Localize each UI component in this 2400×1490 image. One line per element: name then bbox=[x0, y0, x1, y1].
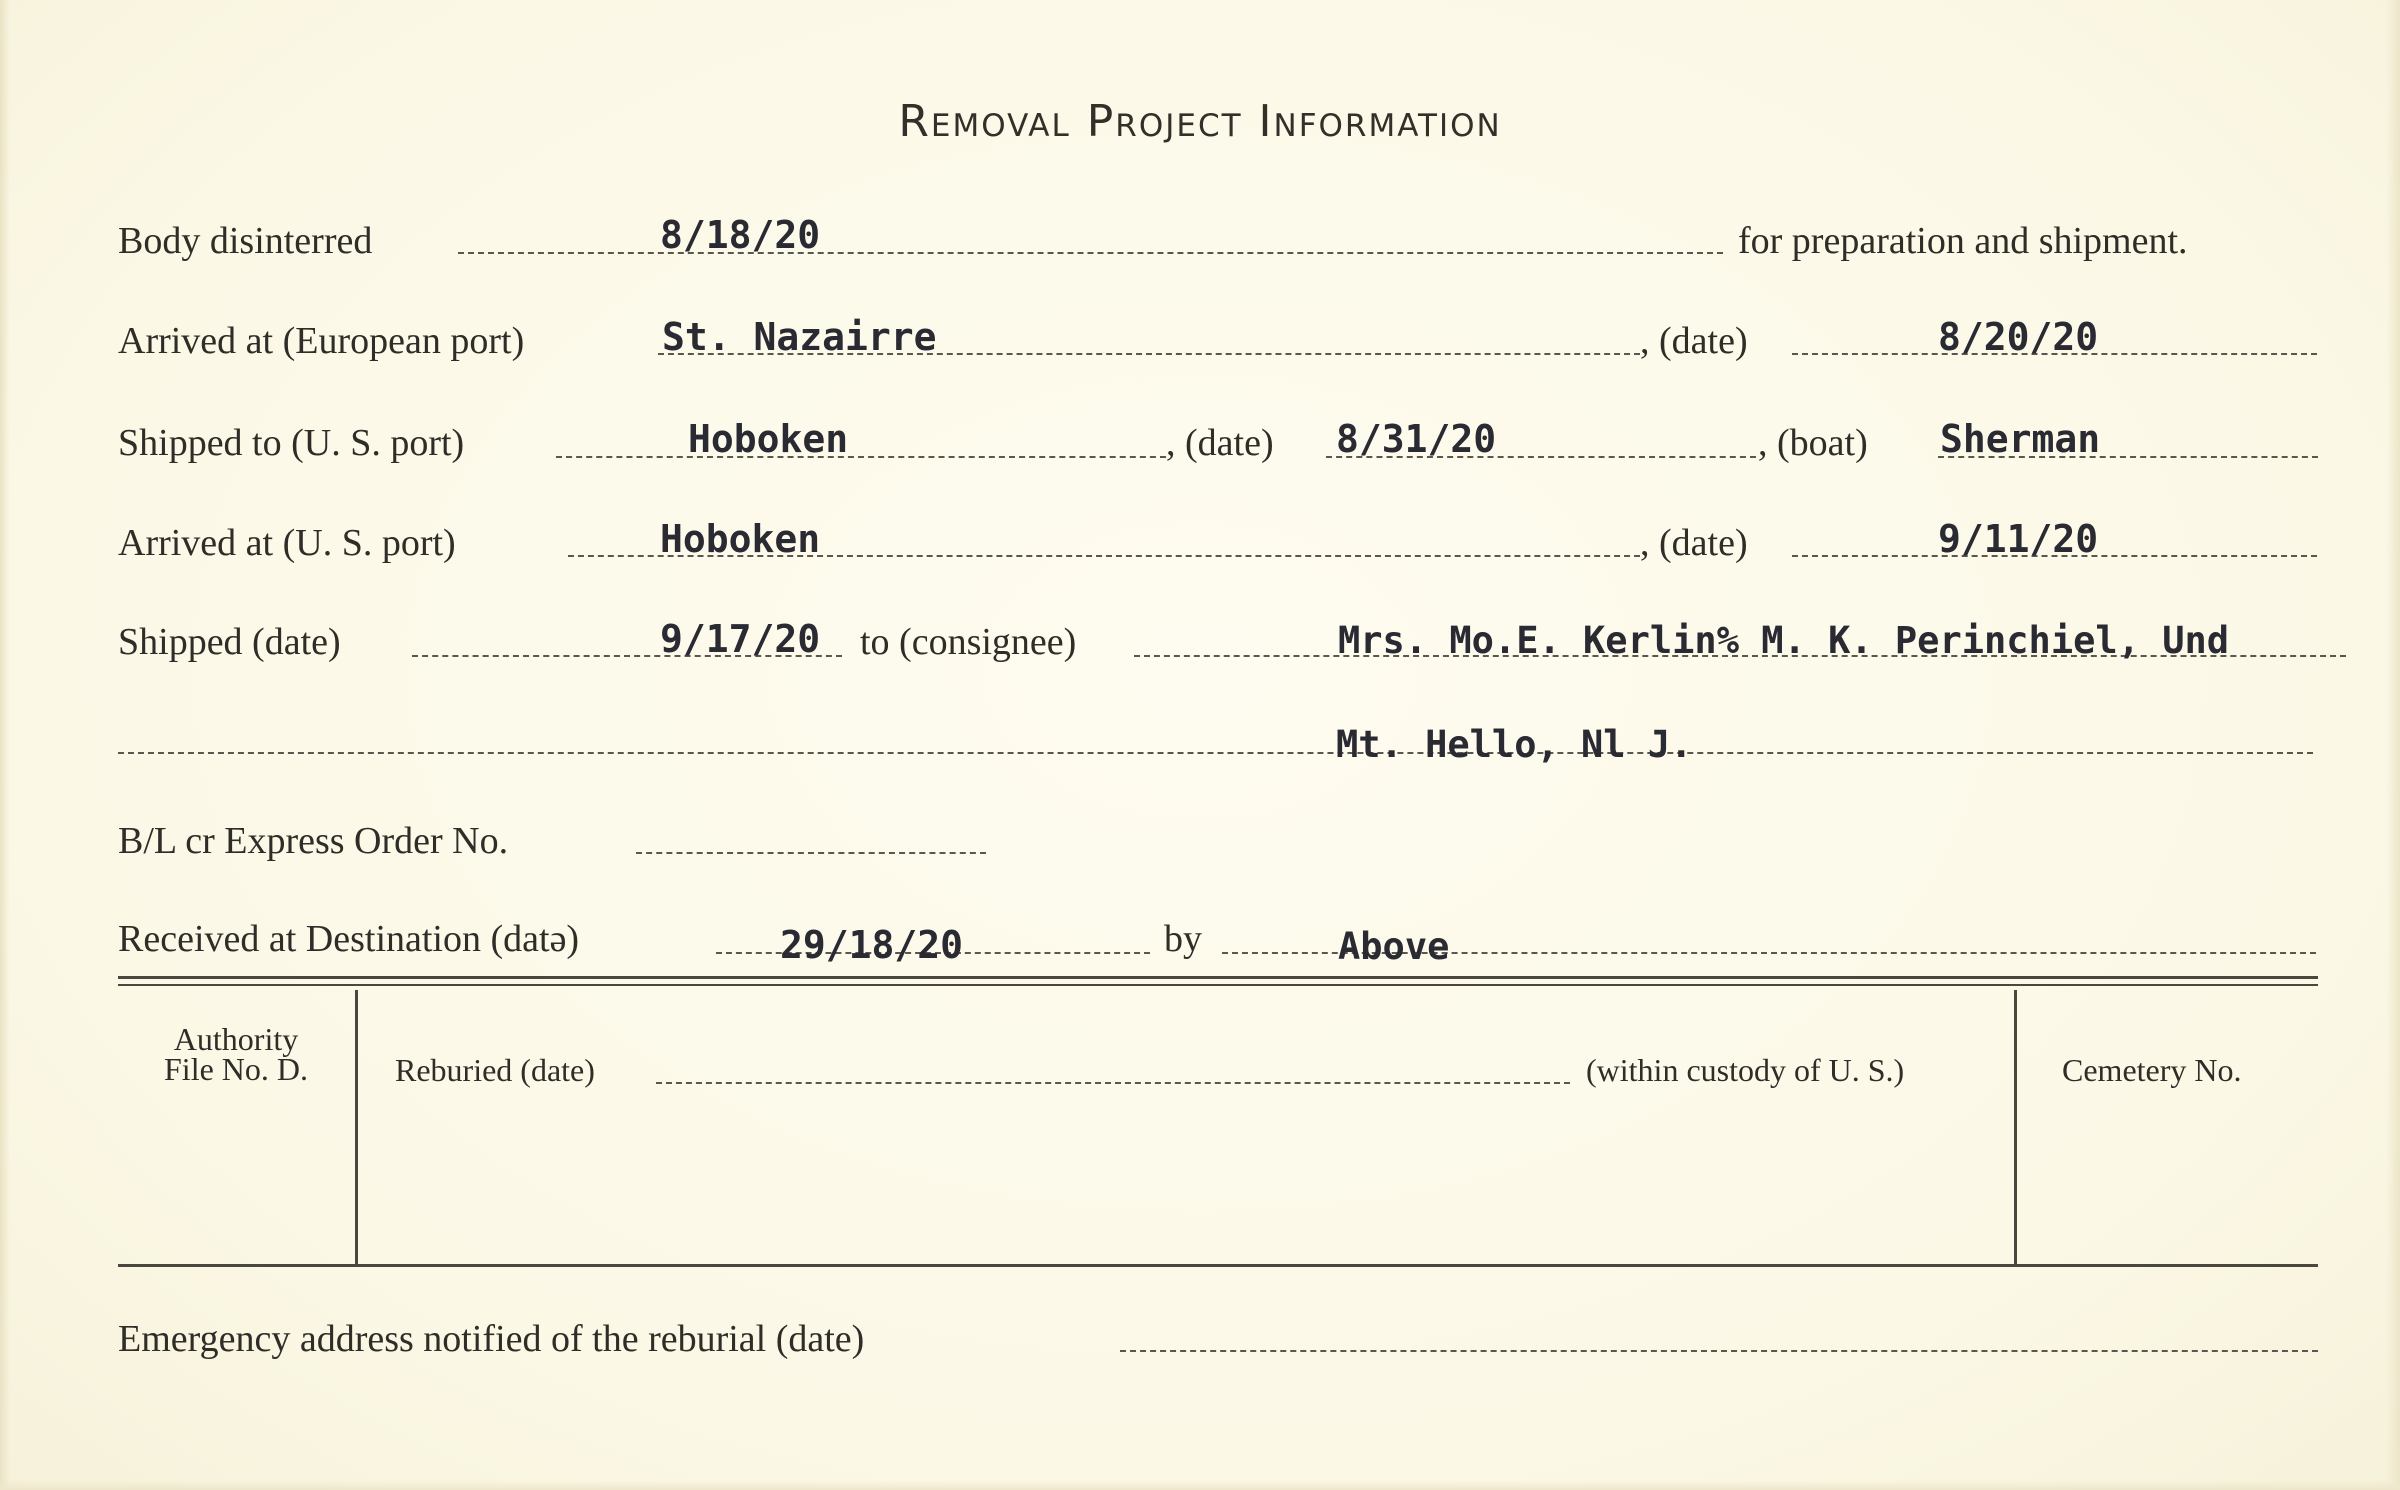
reburied-line[interactable] bbox=[656, 1082, 1570, 1084]
body-disinterred-suffix: for preparation and shipment. bbox=[1738, 220, 2188, 262]
authority-label bbox=[118, 1021, 354, 1087]
box-top-rule-2 bbox=[118, 984, 2318, 986]
card-edge-bottom bbox=[0, 1480, 2400, 1490]
body-disinterred-value: 8/18/20 bbox=[660, 213, 821, 257]
shipped-us-boat-value: Sherman bbox=[1940, 417, 2101, 461]
shipped-us-value: Hoboken bbox=[688, 417, 849, 461]
body-disinterred-label: Body disinterred bbox=[118, 220, 373, 262]
arrived-european-label: Arrived at (European port) bbox=[118, 320, 525, 362]
box-top-rule bbox=[118, 976, 2318, 979]
box-divider-right bbox=[2014, 990, 2017, 1266]
shipped-us-label: Shipped to (U. S. port) bbox=[118, 422, 465, 464]
shipped-date-label: Shipped (date) bbox=[118, 621, 341, 663]
reburied-label: Reburied (date) bbox=[395, 1052, 595, 1088]
card-edge-left bbox=[0, 0, 10, 1490]
emergency-line[interactable] bbox=[1120, 1350, 2318, 1352]
card-edge-right bbox=[2386, 0, 2400, 1490]
arrived-us-value: Hoboken bbox=[660, 517, 821, 561]
shipped-us-date-value: 8/31/20 bbox=[1336, 417, 1497, 461]
bl-order-label: B/L cr Express Order No. bbox=[118, 820, 509, 862]
shipped-us-line[interactable] bbox=[556, 456, 1166, 458]
arrived-us-date-label: , (date) bbox=[1640, 522, 1748, 564]
arrived-european-date-label: , (date) bbox=[1640, 320, 1748, 362]
body-disinterred-line[interactable] bbox=[458, 252, 1723, 254]
box-bottom-rule bbox=[118, 1264, 2318, 1267]
cemetery-label: Cemetery No. bbox=[2062, 1052, 2242, 1088]
consignee-line-2[interactable] bbox=[118, 752, 2313, 754]
emergency-label: Emergency address notified of the reburial (date) bbox=[118, 1318, 865, 1360]
consignee-value: Mrs. Mo.E. Kerlin% M. K. Perinchiel, Und bbox=[1338, 619, 2230, 662]
consignee-label: to (consignee) bbox=[860, 621, 1077, 663]
authority-line-2: File No. D. bbox=[164, 1051, 308, 1087]
arrived-us-date-value: 9/11/20 bbox=[1938, 517, 2099, 561]
received-label: Received at Destination (datə) bbox=[118, 918, 580, 960]
arrived-us-label: Arrived at (U. S. port) bbox=[118, 522, 456, 564]
box-divider-left bbox=[355, 990, 358, 1266]
received-value: 29/18/20 bbox=[780, 923, 964, 967]
bl-order-line[interactable] bbox=[636, 852, 986, 854]
consignee-value-line-2: Mt. Hello, Nl J. bbox=[1336, 723, 1693, 766]
shipped-us-boat-label: , (boat) bbox=[1758, 422, 1868, 464]
form-title: Removal Project Information bbox=[898, 96, 1502, 147]
arrived-european-date-value: 8/20/20 bbox=[1938, 315, 2099, 359]
shipped-date-value: 9/17/20 bbox=[660, 617, 821, 661]
arrived-european-value: St. Nazairre bbox=[662, 315, 937, 359]
authority-line-1: Authority bbox=[173, 1021, 299, 1057]
shipped-us-date-label: , (date) bbox=[1166, 422, 1274, 464]
received-by-value: Above bbox=[1338, 925, 1450, 968]
reburied-suffix: (within custody of U. S.) bbox=[1586, 1052, 1905, 1088]
received-by-label: by bbox=[1164, 918, 1202, 960]
